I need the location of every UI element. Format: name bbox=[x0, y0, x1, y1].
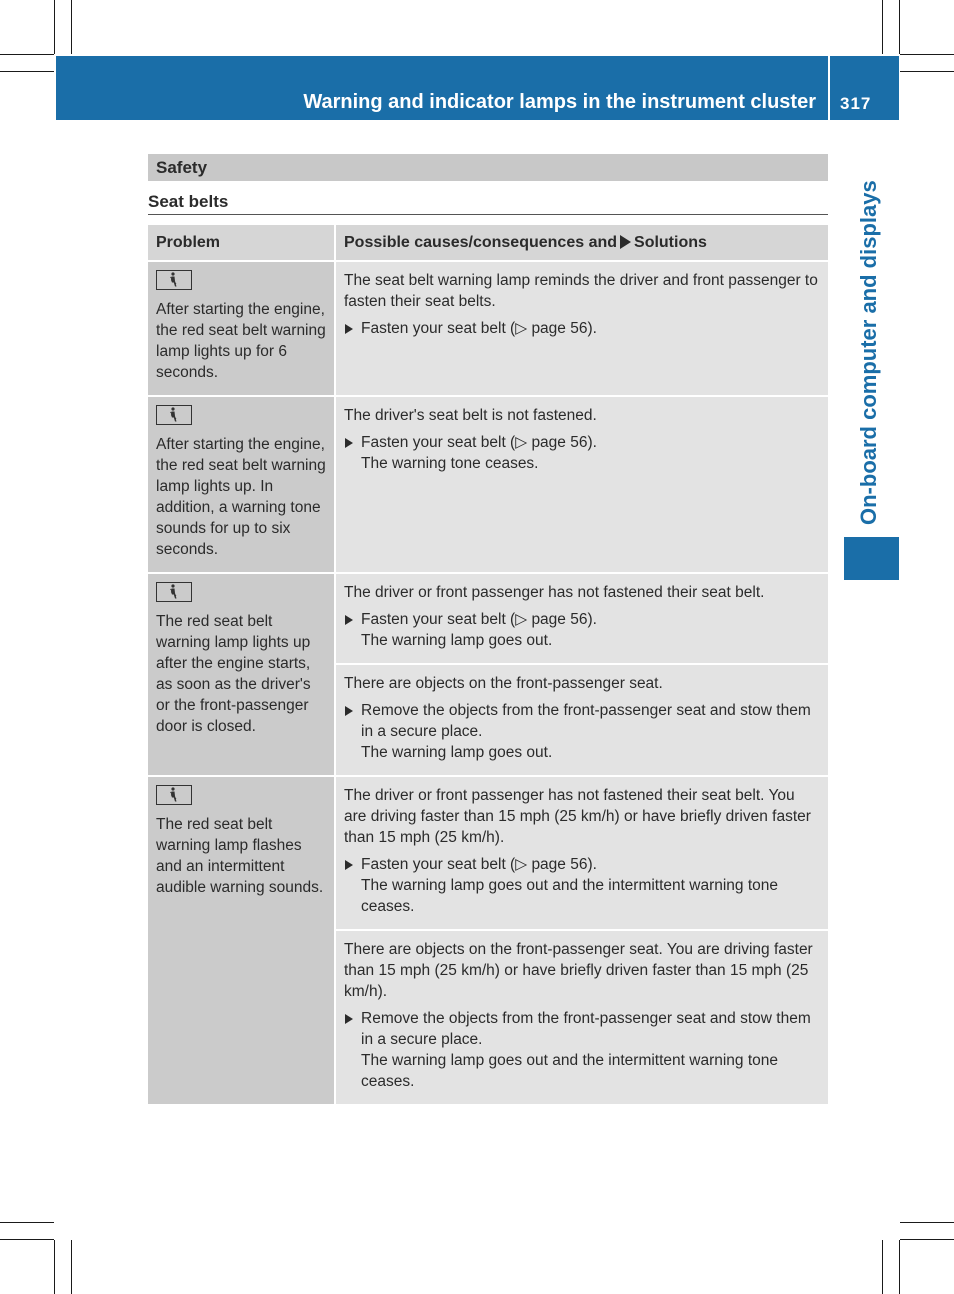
seat-belt-warning-icon bbox=[156, 785, 192, 805]
column-header-problem: Problem bbox=[148, 225, 336, 262]
triangle-bullet-icon bbox=[345, 438, 353, 448]
crop-mark bbox=[71, 0, 72, 54]
section-header bbox=[148, 154, 828, 181]
table-row bbox=[148, 574, 828, 665]
action-item bbox=[344, 609, 820, 630]
table-body bbox=[148, 262, 828, 1106]
crop-mark bbox=[0, 1222, 54, 1223]
crop-mark bbox=[899, 1240, 900, 1294]
action-text: Fasten your seat belt (▷ page 56). bbox=[361, 856, 597, 873]
crop-mark bbox=[0, 54, 54, 55]
column-header-solutions-text: Possible causes/consequences and bbox=[344, 234, 618, 251]
action-text: Remove the objects from the front-passenger seat and stow them in a secure place. bbox=[361, 702, 811, 740]
section-title: Safety bbox=[156, 158, 208, 177]
result-text: The warning lamp goes out and the intermittent warning tone ceases. bbox=[361, 1052, 779, 1090]
table-header-row bbox=[148, 225, 828, 262]
side-tab-label: On-board computer and displays bbox=[856, 180, 881, 525]
crop-mark bbox=[71, 1240, 72, 1294]
divider bbox=[148, 214, 828, 215]
action-item bbox=[344, 432, 820, 453]
crop-mark bbox=[882, 0, 883, 54]
cause-text: The seat belt warning lamp reminds the driver and front passenger to fasten their seat belts. bbox=[344, 272, 818, 310]
triangle-bullet-icon bbox=[345, 615, 353, 625]
crop-mark bbox=[899, 0, 900, 54]
action-text: Fasten your seat belt (▷ page 56). bbox=[361, 434, 597, 451]
action-text: Fasten your seat belt (▷ page 56). bbox=[361, 320, 597, 337]
page-number-box bbox=[830, 56, 899, 120]
action-item bbox=[344, 854, 820, 875]
side-tab-marker bbox=[844, 537, 899, 580]
crop-mark bbox=[900, 1239, 954, 1240]
table-row bbox=[148, 262, 828, 397]
subheading: Seat belts bbox=[148, 192, 229, 211]
action-item bbox=[344, 318, 820, 339]
problem-text: After starting the engine, the red seat belt warning lamp lights up for 6 seconds. bbox=[156, 301, 326, 381]
solution-cell bbox=[336, 574, 828, 665]
table-row bbox=[148, 777, 828, 931]
crop-mark bbox=[54, 1240, 55, 1294]
solution-cell bbox=[336, 777, 828, 931]
problem-text: The red seat belt warning lamp flashes and an intermittent audible warning sounds. bbox=[156, 816, 324, 896]
crop-mark bbox=[900, 54, 954, 55]
crop-mark bbox=[0, 1239, 54, 1240]
cause-text: The driver or front passenger has not fastened their seat belt. You are driving faster than 15 mph (25 km/h) or have briefly driven faster than 15 mph (25 km/h). bbox=[344, 787, 811, 846]
result-text: The warning lamp goes out. bbox=[361, 632, 553, 649]
action-item bbox=[344, 700, 820, 742]
crop-mark bbox=[0, 71, 54, 72]
problem-text: After starting the engine, the red seat belt warning lamp lights up. In addition, a warning tone sounds for up to six seconds. bbox=[156, 436, 326, 558]
action-item bbox=[344, 1008, 820, 1050]
crop-mark bbox=[900, 1222, 954, 1223]
cause-text: The driver or front passenger has not fastened their seat belt. bbox=[344, 584, 765, 601]
page-header bbox=[56, 56, 828, 120]
problem-cell bbox=[148, 397, 336, 574]
seat-belt-warning-icon bbox=[156, 582, 192, 602]
triangle-bullet-icon bbox=[345, 706, 353, 716]
problem-cell bbox=[148, 262, 336, 397]
cause-text: There are objects on the front-passenger seat. You are driving faster than 15 mph (25 km/h) or have briefly driven faster than 15 mph (25 km/h). bbox=[344, 941, 813, 1000]
triangle-bullet-icon bbox=[345, 860, 353, 870]
action-text: Fasten your seat belt (▷ page 56). bbox=[361, 611, 597, 628]
crop-mark bbox=[54, 0, 55, 54]
action-text: Remove the objects from the front-passenger seat and stow them in a secure place. bbox=[361, 1010, 811, 1048]
column-header-solutions-text: Solutions bbox=[634, 234, 707, 251]
seat-belt-warning-icon bbox=[156, 405, 192, 425]
result-text: The warning lamp goes out. bbox=[361, 744, 553, 761]
solution-cell bbox=[336, 931, 828, 1106]
problem-text: The red seat belt warning lamp lights up after the engine starts, as soon as the driver's or the front-passenger door is closed. bbox=[156, 613, 311, 735]
seat-belt-warning-icon bbox=[156, 270, 192, 290]
column-header-solutions bbox=[336, 225, 828, 262]
page-number: 317 bbox=[840, 94, 872, 113]
triangle-bullet-icon bbox=[345, 1014, 353, 1024]
page-title: Warning and indicator lamps in the instrument cluster bbox=[303, 91, 816, 113]
result-text: The warning tone ceases. bbox=[361, 455, 539, 472]
seat-belt-table bbox=[148, 225, 828, 1106]
problem-cell bbox=[148, 777, 336, 1106]
solution-cell bbox=[336, 262, 828, 397]
crop-mark bbox=[882, 1240, 883, 1294]
result-text: The warning lamp goes out and the intermittent warning tone ceases. bbox=[361, 877, 779, 915]
triangle-bullet-icon bbox=[345, 324, 353, 334]
solution-cell bbox=[336, 665, 828, 777]
problem-cell bbox=[148, 574, 336, 777]
triangle-bullet-icon bbox=[620, 235, 631, 249]
table-row bbox=[148, 397, 828, 574]
cause-text: The driver's seat belt is not fastened. bbox=[344, 407, 597, 424]
solution-cell bbox=[336, 397, 828, 574]
crop-mark bbox=[900, 71, 954, 72]
cause-text: There are objects on the front-passenger seat. bbox=[344, 675, 663, 692]
